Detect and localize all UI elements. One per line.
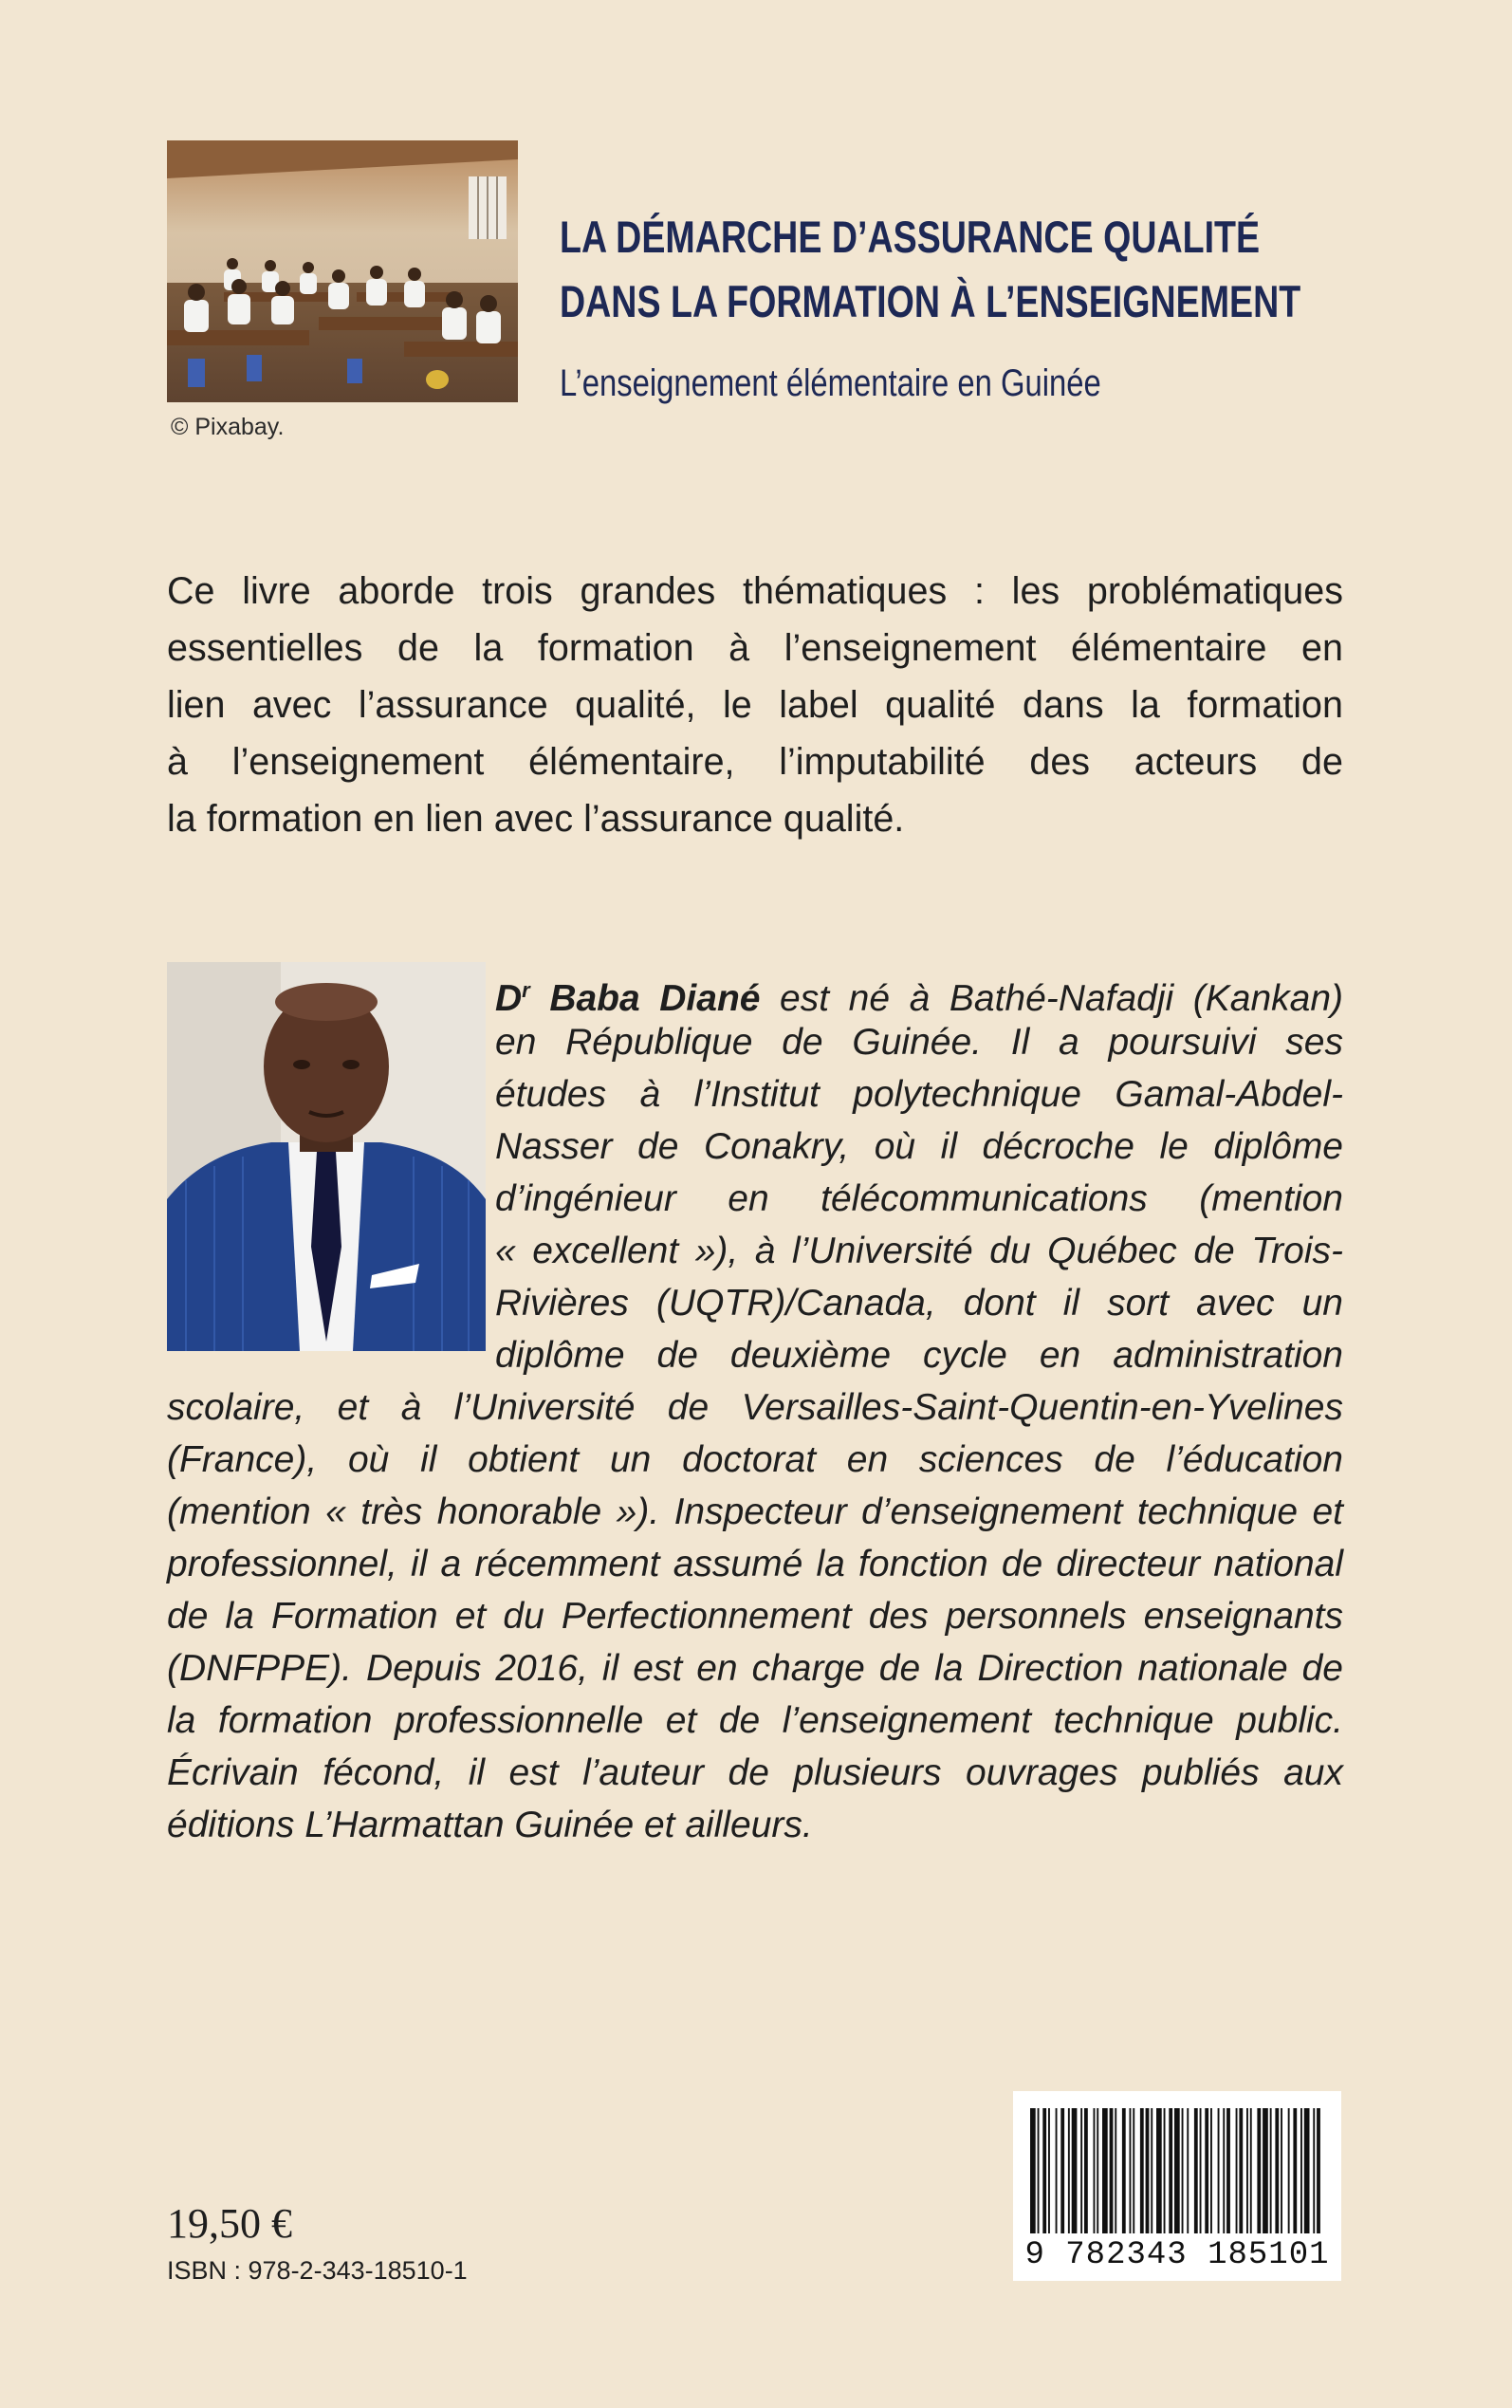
barcode-bar [1042,2108,1046,2233]
barcode-bar [1151,2108,1152,2233]
barcode-bar [1275,2108,1279,2233]
author-bio-line: Écrivain fécond, il est l’auteur de plusieurs ouvrages publiés aux [167,1752,1343,1793]
summary-line: Ce livre aborde trois grandes thématiques : les problématiques [167,570,1343,612]
summary-line: à l’enseignement élémentaire, l’imputabilité des acteurs de [167,741,1343,783]
barcode-bar [1146,2108,1150,2233]
author-bio-line: « excellent »), à l’Université du Québec de Trois- [495,1231,1343,1271]
barcode-bar [1174,2108,1180,2233]
barcode-bar [1194,2108,1198,2233]
author-bio-line: Nasser de Conakry, où il décroche le diplôme [495,1126,1343,1167]
photo-credit: © Pixabay. [171,414,285,440]
author-bio-line: la formation professionnelle et de l’enseignement technique public. [167,1700,1343,1741]
barcode-bar [1257,2108,1261,2233]
author-bio-line: professionnel, il a récemment assumé la fonction de directeur national [167,1544,1343,1584]
barcode-bar [1293,2108,1297,2233]
summary-line: la formation en lien avec l’assurance qualité. [167,798,905,840]
barcode-bar [1218,2108,1220,2233]
barcode-bar [1084,2108,1088,2233]
barcode-bar [1068,2108,1070,2233]
barcode-bar [1030,2108,1036,2233]
barcode-digits: 9 782343 185101 [1024,2237,1330,2273]
barcode-bar [1130,2108,1132,2233]
barcode-bar [1156,2108,1162,2233]
barcode-bar [1226,2108,1230,2233]
author-bio-line: éditions L’Harmattan Guinée et ailleurs. [167,1805,813,1845]
barcode-bar [1122,2108,1126,2233]
classroom-photo [167,140,518,402]
isbn: ISBN : 978-2-343-18510-1 [167,2256,468,2285]
barcode-bar [1056,2108,1058,2233]
barcode-bar [1317,2108,1320,2233]
author-bio-line: (mention « très honorable »). Inspecteur d’enseignement technique et [167,1491,1343,1532]
barcode-bar [1187,2108,1189,2233]
author-bio-line: (DNFPPE). Depuis 2016, il est en charge de la Direction nationale de [167,1648,1343,1689]
barcode-bar [1169,2108,1172,2233]
barcode-bar [1250,2108,1252,2233]
barcode-bar [1048,2108,1050,2233]
price: 19,50 € [167,2200,292,2247]
barcode-bar [1200,2108,1202,2233]
barcode-bar [1102,2108,1108,2233]
barcode-bar [1133,2108,1134,2233]
barcode-bar [1110,2108,1114,2233]
barcode-bar [1313,2108,1315,2233]
author-bio-line: (France), où il obtient un doctorat en sciences de l’éducation [167,1439,1343,1480]
barcode-bar [1210,2108,1212,2233]
barcode-bar [1182,2108,1184,2233]
barcode-bar [1304,2108,1310,2233]
author-bio-line: scolaire, et à l’Université de Versailles-Saint-Quentin-en-Yvelines [167,1387,1343,1428]
barcode-bar [1300,2108,1302,2233]
barcode-bar [1246,2108,1248,2233]
barcode-bar [1097,2108,1098,2233]
barcode-bar [1094,2108,1096,2233]
author-bio-line: études à l’Institut polytechnique Gamal-Abdel- [495,1074,1343,1115]
barcode-bar [1223,2108,1225,2233]
author-bio-line-first: $D^r$ Baba Diané est né à Bathé-Nafadji (Kankan) [495,978,1343,1019]
book-title-line-1: LA DÉMARCHE D’ASSURANCE QUALITÉ [560,212,1261,262]
summary-paragraph [167,563,1343,847]
book-title [560,205,1301,334]
author-bio-line: diplôme de deuxième cycle en administration [495,1335,1343,1376]
barcode-bar [1270,2108,1272,2233]
author-bio-line: de la Formation et du Perfectionnement des personnels enseignants [167,1596,1343,1637]
author-bio-line: Rivières (UQTR)/Canada, dont il sort avec un [495,1283,1343,1324]
author-portrait [167,962,486,1351]
barcode-bar [1236,2108,1238,2233]
book-title-line-2: DANS LA FORMATION À L’ENSEIGNEMENT [560,276,1301,326]
barcode-bar [1060,2108,1064,2233]
barcode-bar [1115,2108,1116,2233]
summary-line: lien avec l’assurance qualité, le label qualité dans la formation [167,684,1343,726]
summary-line: essentielles de la formation à l’enseignement élémentaire en [167,627,1343,669]
barcode-bar [1164,2108,1166,2233]
barcode-bar [1205,2108,1208,2233]
author-bio-line: en République de Guinée. Il a poursuivi ses [495,1022,1343,1063]
barcode-bar [1140,2108,1144,2233]
barcode-bar [1038,2108,1040,2233]
barcode-bar [1263,2108,1268,2233]
book-subtitle: L’enseignement élémentaire en Guinée [560,362,1101,404]
barcode-bar [1239,2108,1243,2233]
author-name: $D^r$ Baba Diané [495,978,761,1019]
classroom-illustration [167,140,518,402]
barcode-bar [1288,2108,1290,2233]
author-photo [167,962,486,1351]
barcode-bar [1281,2108,1282,2233]
barcode-bar [1072,2108,1078,2233]
barcode-bar [1080,2108,1082,2233]
author-bio-line: d’ingénieur en télécommunications (mention [495,1178,1343,1219]
